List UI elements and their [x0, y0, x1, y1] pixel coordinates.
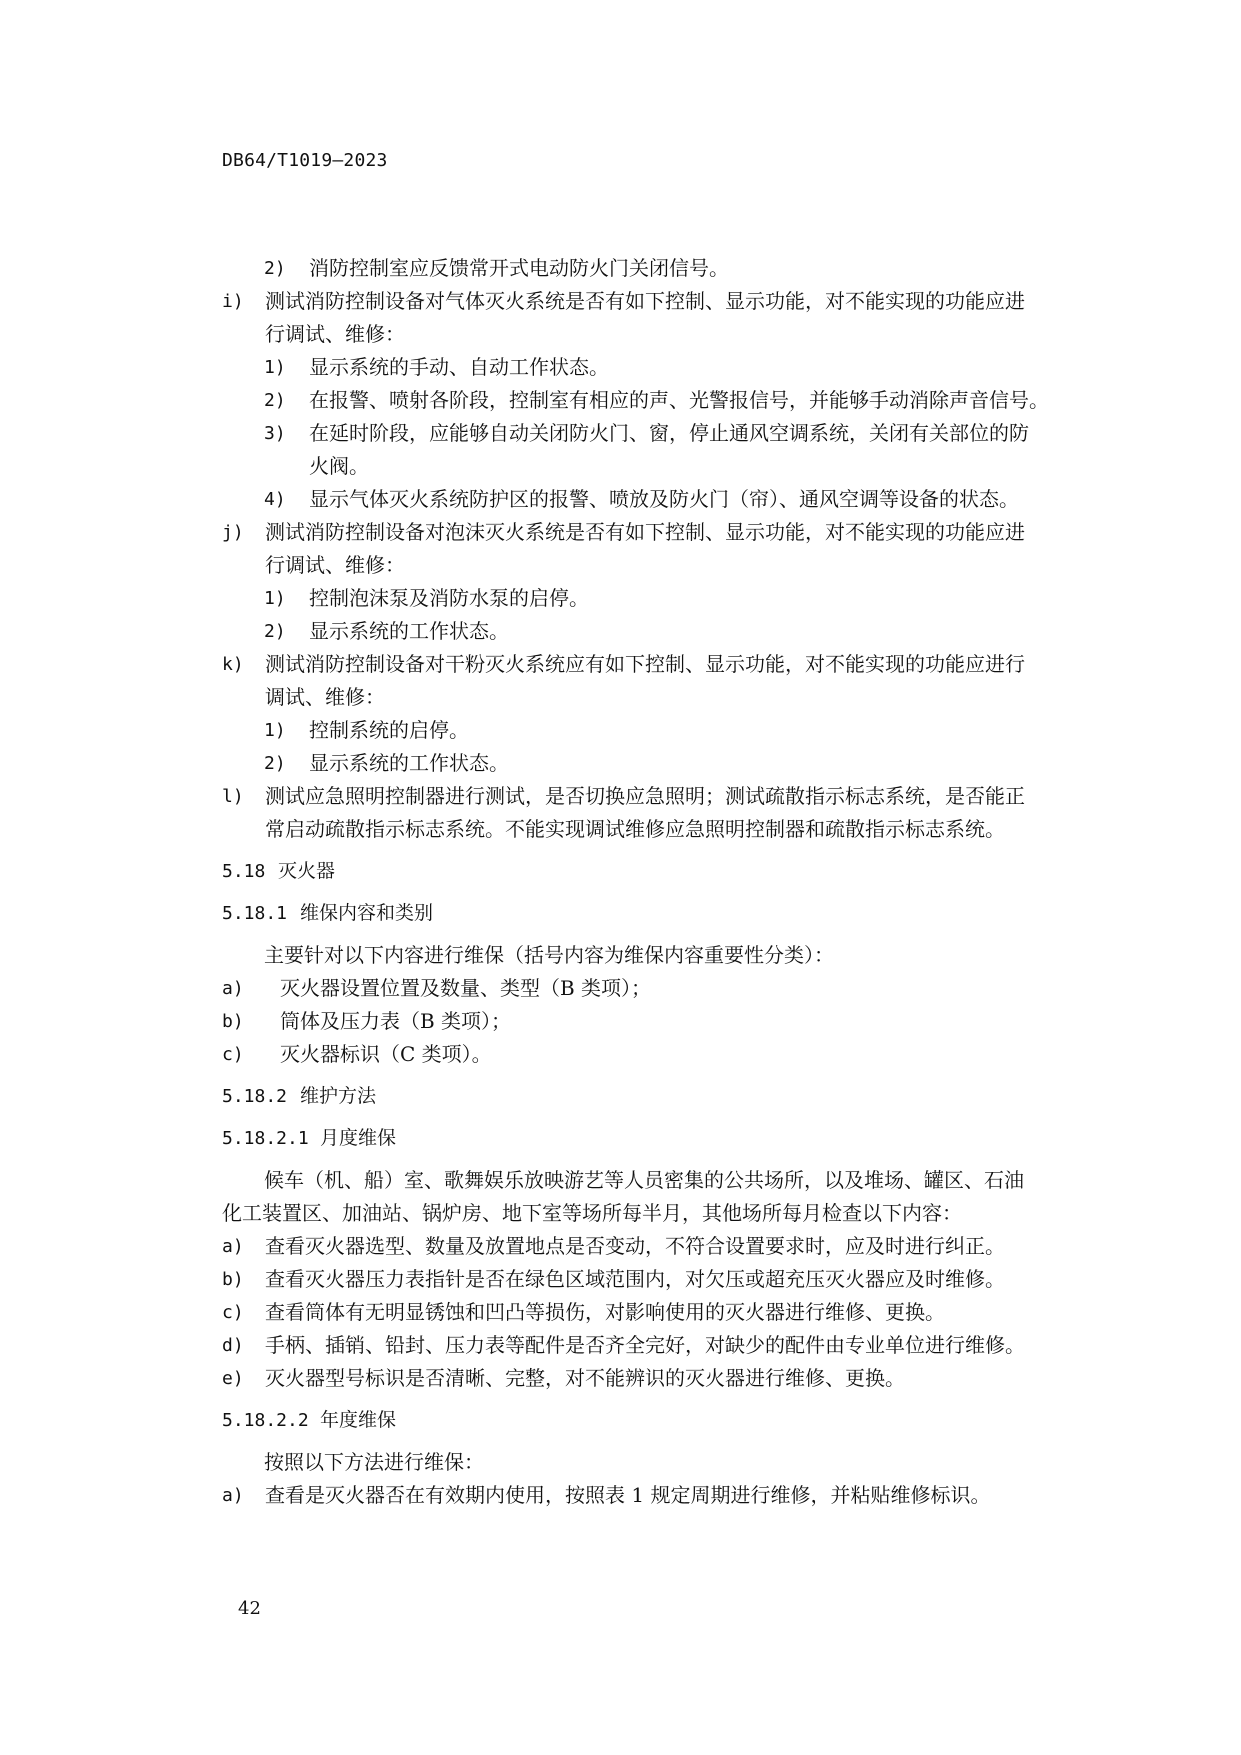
list-marker: 1) [264, 588, 286, 609]
text: 控制系统的启停。 [309, 718, 469, 742]
paragraph-line [222, 1164, 1088, 1197]
section-heading [222, 1404, 1088, 1437]
list-marker: k) [222, 654, 244, 675]
list-item-line [222, 549, 1088, 582]
list-marker: a) [222, 1485, 244, 1506]
paragraph-line [222, 1446, 1088, 1479]
paragraph-line [222, 1197, 1088, 1230]
section-number: 5.18 [222, 861, 266, 882]
list-item-line [222, 681, 1088, 714]
text: 灭火器设置位置及数量、类型（B 类项）； [280, 976, 652, 1000]
text: 查看灭火器压力表指针是否在绿色区域范围内，对欠压或超充压灭火器应及时维修。 [265, 1267, 1005, 1291]
text: 测试消防控制设备对气体灭火系统是否有如下控制、显示功能，对不能实现的功能应进 [265, 289, 1025, 313]
list-item-line [222, 516, 1088, 549]
list-marker: 4) [264, 489, 286, 510]
list-item-line [222, 1230, 1088, 1263]
list-item-line [222, 813, 1088, 846]
list-item-line [222, 252, 1088, 285]
list-item-line [222, 1263, 1088, 1296]
list-marker: b) [222, 1011, 244, 1032]
text: 显示系统的工作状态。 [309, 751, 509, 775]
list-item-line [222, 351, 1088, 384]
section-number: 5.18.2 [222, 1086, 288, 1107]
list-item-line [222, 972, 1088, 1005]
text: 主要针对以下内容进行维保（括号内容为维保内容重要性分类）： [264, 943, 834, 967]
list-item-line [222, 1296, 1088, 1329]
section-heading [222, 1080, 1088, 1113]
text: 手柄、插销、铅封、压力表等配件是否齐全完好，对缺少的配件由专业单位进行维修。 [265, 1333, 1025, 1357]
list-marker: 3) [264, 423, 286, 444]
section-number: 5.18.2.2 [222, 1410, 309, 1431]
section-heading [222, 1122, 1088, 1155]
text: 在报警、喷射各阶段，控制室有相应的声、光警报信号，并能够手动消除声音信号。 [309, 388, 1049, 412]
list-item-line [222, 417, 1088, 450]
list-item-line [222, 450, 1088, 483]
list-item-line [222, 1362, 1088, 1395]
list-item-line [222, 384, 1088, 417]
document-body [222, 252, 1088, 1512]
list-item-line [222, 780, 1088, 813]
text: 查看灭火器选型、数量及放置地点是否变动，不符合设置要求时，应及时进行纠正。 [265, 1234, 1005, 1258]
list-item-line [222, 318, 1088, 351]
list-marker: e) [222, 1368, 244, 1389]
list-marker: d) [222, 1335, 244, 1356]
text: 候车（机、船）室、歌舞娱乐放映游艺等人员密集的公共场所，以及堆场、罐区、石油 [264, 1168, 1024, 1192]
text: 化工装置区、加油站、锅炉房、地下室等场所每半月，其他场所每月检查以下内容： [222, 1201, 962, 1225]
text: 常启动疏散指示标志系统。不能实现调试维修应急照明控制器和疏散指示标志系统。 [265, 817, 1005, 841]
list-marker: j) [222, 522, 244, 543]
list-item-line [222, 1005, 1088, 1038]
text: 测试应急照明控制器进行测试，是否切换应急照明；测试疏散指示标志系统，是否能正 [265, 784, 1025, 808]
document-code: DB64/T1019—2023 [222, 150, 388, 171]
section-title: 年度维保 [320, 1409, 397, 1431]
list-marker: 1) [264, 357, 286, 378]
text: 查看筒体有无明显锈蚀和凹凸等损伤，对影响使用的灭火器进行维修、更换。 [265, 1300, 945, 1324]
text: 灭火器标识（C 类项）。 [280, 1042, 492, 1066]
text: 显示系统的手动、自动工作状态。 [309, 355, 609, 379]
text: 灭火器型号标识是否清晰、完整，对不能辨识的灭火器进行维修、更换。 [265, 1366, 905, 1390]
text: 测试消防控制设备对泡沫灭火系统是否有如下控制、显示功能，对不能实现的功能应进 [265, 520, 1025, 544]
list-marker: 2) [264, 258, 286, 279]
section-heading [222, 897, 1088, 930]
section-title: 维护方法 [300, 1085, 377, 1107]
paragraph-line [222, 939, 1088, 972]
text: 行调试、维修： [265, 553, 405, 577]
text: 在延时阶段，应能够自动关闭防火门、窗，停止通风空调系统，关闭有关部位的防 [309, 421, 1029, 445]
list-item-line [222, 582, 1088, 615]
list-item-line [222, 1329, 1088, 1362]
list-item-line [222, 1038, 1088, 1071]
list-marker: a) [222, 1236, 244, 1257]
text: 按照以下方法进行维保： [264, 1450, 484, 1474]
list-item-line [222, 1479, 1088, 1512]
list-marker: c) [222, 1044, 244, 1065]
list-marker: 2) [264, 753, 286, 774]
list-item-line [222, 747, 1088, 780]
text: 显示系统的工作状态。 [309, 619, 509, 643]
list-marker: l) [222, 786, 244, 807]
section-title: 维保内容和类别 [300, 902, 434, 924]
page-number: 42 [238, 1598, 261, 1619]
list-item-line [222, 483, 1088, 516]
list-marker: b) [222, 1269, 244, 1290]
text: 火阀。 [309, 454, 369, 478]
text: 筒体及压力表（B 类项）； [280, 1009, 512, 1033]
list-item-line [222, 714, 1088, 747]
text: 控制泡沫泵及消防水泵的启停。 [309, 586, 589, 610]
list-item-line [222, 615, 1088, 648]
text: 测试消防控制设备对干粉灭火系统应有如下控制、显示功能，对不能实现的功能应进行 [265, 652, 1025, 676]
list-marker: 2) [264, 621, 286, 642]
section-heading [222, 855, 1088, 888]
list-marker: a) [222, 978, 244, 999]
text: 显示气体灭火系统防护区的报警、喷放及防火门（帘）、通风空调等设备的状态。 [309, 487, 1019, 511]
section-number: 5.18.2.1 [222, 1128, 309, 1149]
list-marker: 2) [264, 390, 286, 411]
text: 调试、维修： [265, 685, 385, 709]
section-title: 灭火器 [278, 860, 336, 882]
list-marker: 1) [264, 720, 286, 741]
text: 消防控制室应反馈常开式电动防火门关闭信号。 [309, 256, 729, 280]
list-item-line [222, 285, 1088, 318]
text: 查看是灭火器否在有效期内使用，按照表 1 规定周期进行维修，并粘贴维修标识。 [265, 1483, 991, 1507]
list-marker: i) [222, 291, 244, 312]
list-item-line [222, 648, 1088, 681]
section-number: 5.18.1 [222, 903, 288, 924]
section-title: 月度维保 [320, 1127, 397, 1149]
list-marker: c) [222, 1302, 244, 1323]
text: 行调试、维修： [265, 322, 405, 346]
